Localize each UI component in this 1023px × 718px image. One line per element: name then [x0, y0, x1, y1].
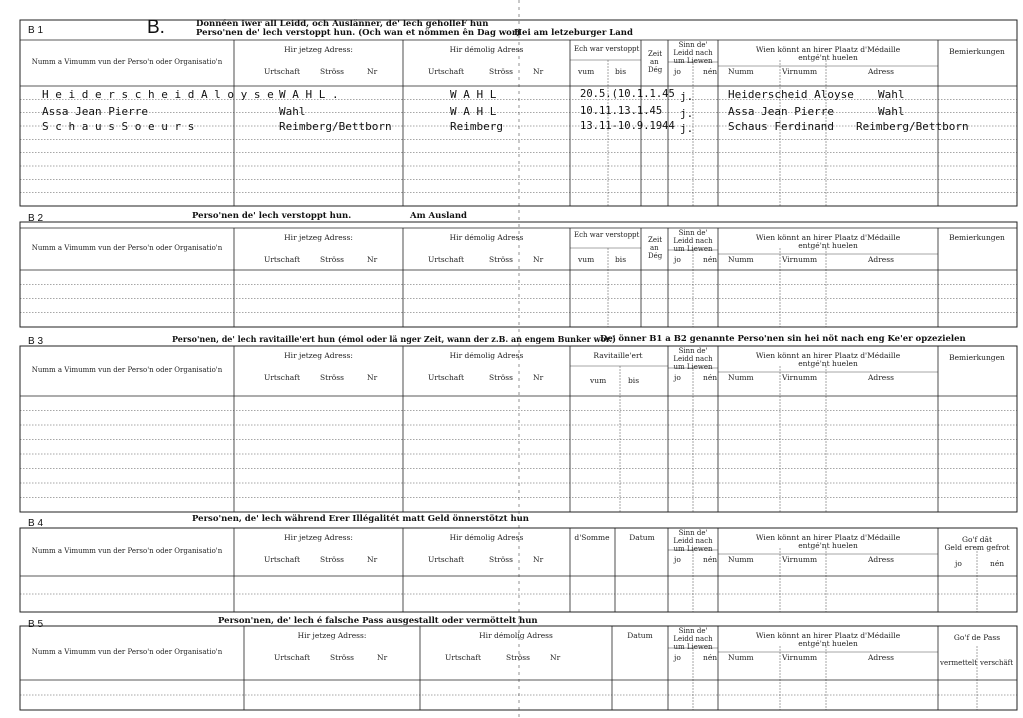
- harmed-header: Leidd nach: [673, 537, 713, 545]
- entry-medal-address: Wahl: [878, 105, 905, 118]
- medal-address-subheader: Adress: [868, 255, 894, 264]
- section-title-b3: Perso'nen, de' lech ravitaille'ert hun (émol oder lä nger Zeit, wann der z.B. an engem Bunker wor.): [172, 334, 616, 344]
- pass-header: Go'f de Pass: [953, 633, 1001, 642]
- harmed-header: um Liewen: [673, 545, 713, 553]
- medal-header: Wien könnt an hirer Plaatz d'Médaille: [755, 631, 901, 640]
- period-header: an: [650, 58, 659, 66]
- yes-subheader: jo: [674, 255, 681, 264]
- medal-name-subheader: Numm: [728, 555, 754, 564]
- medal-name-subheader: Numm: [728, 67, 754, 76]
- former-address-header: Hir démolig Adress: [449, 533, 524, 542]
- section-title-b1: Donnéen iwer all Leidd, och Auslänner, de' lech geholleF hun: [196, 19, 489, 29]
- current-address-header: Hir jetzeg Adress:: [284, 533, 353, 542]
- from-subheader: vum: [590, 376, 607, 385]
- entry-period: 13.11-10.9.1944: [580, 120, 675, 132]
- medal-firstname-subheader: Virnumm: [782, 255, 818, 264]
- entry-medal-name: Heiderscheid Aloyse: [728, 88, 854, 101]
- town-subheader: Urtschaft: [428, 555, 465, 564]
- town-subheader: Urtschaft: [445, 653, 482, 662]
- medal-header: Wien könnt an hirer Plaatz d'Médaille: [755, 233, 901, 242]
- no-subheader: nén: [703, 67, 718, 76]
- entry-alive: j.: [680, 122, 694, 135]
- town-subheader: Urtschaft: [264, 67, 301, 76]
- money-returned-header: Go'f dât: [961, 535, 992, 544]
- yes-subheader: jo: [674, 555, 681, 564]
- harmed-header: um Liewen: [673, 643, 713, 651]
- medal-address-subheader: Adress: [868, 555, 894, 564]
- harmed-header: Leidd nach: [673, 635, 713, 643]
- nr-subheader: Nr: [367, 67, 378, 76]
- town-subheader: Urtschaft: [428, 255, 465, 264]
- nr-subheader: Nr: [367, 373, 378, 382]
- town-subheader: Urtschaft: [264, 555, 301, 564]
- medal-firstname-subheader: Virnumm: [782, 67, 818, 76]
- street-subheader: Ströss: [320, 373, 344, 382]
- entry-town: W A H L .: [279, 88, 339, 101]
- entry-alive: j.: [680, 107, 694, 120]
- harmed-header: um Liewen: [673, 57, 713, 65]
- money-no-subheader: nén: [990, 559, 1005, 568]
- former-address-header: Hir démolig Adress: [449, 233, 524, 242]
- section-id-b4: B 4: [28, 518, 44, 529]
- medal-firstname-subheader: Virnumm: [782, 653, 818, 662]
- no-subheader: nén: [703, 373, 718, 382]
- medal-address-subheader: Adress: [868, 67, 894, 76]
- medal-firstname-subheader: Virnumm: [782, 373, 818, 382]
- medal-header: entgé'nt huelen: [798, 639, 858, 648]
- town-subheader: Urtschaft: [264, 373, 301, 382]
- medal-header: entgé'nt huelen: [798, 241, 858, 250]
- harmed-header: Leidd nach: [673, 237, 713, 245]
- date-header: Datum: [627, 631, 653, 640]
- current-address-header: Hir jetzeg Adress:: [297, 631, 367, 640]
- medal-name-subheader: Numm: [728, 255, 754, 264]
- no-subheader: nén: [703, 555, 718, 564]
- yes-subheader: jo: [674, 67, 681, 76]
- pass-issued-subheader: verschäft: [980, 659, 1014, 667]
- name-column-header: Numm a Vimumm vun der Perso'n oder Organisatio'n: [31, 366, 223, 374]
- remarks-header: Bemierkungen: [949, 47, 1005, 56]
- section-id-b3: B 3: [28, 336, 44, 347]
- current-address-header: Hir jetzeg Adress:: [284, 351, 353, 360]
- former-address-header: Hir démolig Adress: [479, 631, 553, 640]
- entry-medal-name: Schaus Ferdinand: [728, 120, 834, 133]
- money-returned-header: Geld erem gefrot: [944, 543, 1010, 552]
- period-header: Dég: [648, 66, 663, 74]
- entry-medal-address: Wahl: [878, 88, 905, 101]
- yes-subheader: jo: [674, 373, 681, 382]
- section-title-b2-extra: Am Ausland: [410, 211, 467, 221]
- to-subheader: bis: [615, 255, 627, 264]
- hidden-header: Ech war verstoppt: [574, 231, 640, 239]
- street-subheader: Ströss: [489, 373, 513, 382]
- pass-mediated-subheader: vermettelt: [940, 659, 978, 667]
- former-address-header: Hir démolig Adress: [449, 351, 524, 360]
- harmed-header: Sinn de': [678, 627, 708, 635]
- medal-header: Wien könnt an hirer Plaatz d'Médaille: [755, 351, 901, 360]
- entry-former-town: W A H L: [450, 88, 497, 101]
- section-id-b1: B 1: [28, 25, 44, 36]
- entry-period: 20.5.(10.1.1.45: [580, 88, 675, 100]
- medal-address-subheader: Adress: [868, 373, 894, 382]
- medal-name-subheader: Numm: [728, 653, 754, 662]
- section-title-b2: Perso'nen de' lech verstoppt hun.: [192, 211, 352, 221]
- entry-name: S c h a u s S o e u r s: [42, 120, 195, 133]
- money-yes-subheader: jo: [955, 559, 962, 568]
- street-subheader: Ströss: [320, 555, 344, 564]
- current-address-header: Hir jetzeg Adress:: [284, 45, 353, 54]
- section-title-b1-extra: Hei am letzeburger Land: [514, 28, 633, 38]
- medal-firstname-subheader: Virnumm: [782, 555, 818, 564]
- harmed-header: Sinn de': [678, 347, 708, 355]
- harmed-header: Sinn de': [678, 41, 708, 49]
- section-title-b3-extra: De' önner B1 a B2 genannte Perso'nen sin hei nöt nach eng Ke'er opzezielen: [600, 334, 966, 344]
- entry-town: Reimberg/Bettborn: [279, 120, 392, 133]
- from-subheader: vum: [578, 255, 595, 264]
- medal-header: entgé'nt huelen: [798, 53, 858, 62]
- name-column-header: Numm a Vimumm vun der Perso'n oder Organisatio'n: [31, 648, 223, 656]
- entry-name: Assa Jean Pierre: [42, 105, 148, 118]
- nr-subheader: Nr: [533, 67, 544, 76]
- town-subheader: Urtschaft: [428, 373, 465, 382]
- section-title-b5: Person'nen, de' lech é falsche Pass ausgestallt oder vermöttelt hun: [218, 616, 538, 626]
- nr-subheader: Nr: [533, 255, 544, 264]
- no-subheader: nén: [703, 255, 718, 264]
- entry-medal-address: Reimberg/Bettborn: [856, 120, 969, 133]
- street-subheader: Ströss: [320, 255, 344, 264]
- medal-header: entgé'nt huelen: [798, 359, 858, 368]
- former-address-header: Hir démolig Adress: [449, 45, 524, 54]
- period-header: Dég: [648, 252, 663, 260]
- period-header: Zeit: [648, 50, 663, 58]
- medal-header: entgé'nt huelen: [798, 541, 858, 550]
- name-column-header: Numm a Vimumm vun der Perso'n oder Organisatio'n: [31, 244, 223, 252]
- harmed-header: Sinn de': [678, 529, 708, 537]
- town-subheader: Urtschaft: [274, 653, 311, 662]
- current-address-header: Hir jetzeg Adress:: [284, 233, 353, 242]
- town-subheader: Urtschaft: [428, 67, 465, 76]
- street-subheader: Ströss: [489, 67, 513, 76]
- medal-name-subheader: Numm: [728, 373, 754, 382]
- entry-former-town: Reimberg: [450, 120, 503, 133]
- hidden-header: Ech war verstoppt: [574, 45, 640, 53]
- remarks-header: Bemierkungen: [949, 353, 1005, 362]
- harmed-header: um Liewen: [673, 363, 713, 371]
- nr-subheader: Nr: [377, 653, 388, 662]
- period-header: Zeit: [648, 236, 663, 244]
- nr-subheader: Nr: [533, 373, 544, 382]
- medal-header: Wien könnt an hirer Plaatz d'Médaille: [755, 45, 901, 54]
- street-subheader: Ströss: [506, 653, 530, 662]
- nr-subheader: Nr: [550, 653, 561, 662]
- section-id-b2: B 2: [28, 213, 44, 224]
- street-subheader: Ströss: [489, 555, 513, 564]
- nr-subheader: Nr: [367, 255, 378, 264]
- medal-address-subheader: Adress: [868, 653, 894, 662]
- entry-former-town: W A H L: [450, 105, 497, 118]
- entry-town: Wahl: [279, 105, 306, 118]
- harmed-header: Leidd nach: [673, 49, 713, 57]
- yes-subheader: jo: [674, 653, 681, 662]
- nr-subheader: Nr: [533, 555, 544, 564]
- street-subheader: Ströss: [489, 255, 513, 264]
- town-subheader: Urtschaft: [264, 255, 301, 264]
- to-subheader: bis: [628, 376, 640, 385]
- section-id-b5: B 5: [28, 619, 44, 630]
- to-subheader: bis: [615, 67, 627, 76]
- entry-period: 10.11.13.1.45: [580, 105, 663, 117]
- entry-name: H e i d e r s c h e i d A l o y s e: [42, 88, 274, 101]
- name-column-header: Numm a Vimumm vun der Perso'n oder Organisatio'n: [31, 547, 223, 555]
- medal-header: Wien könnt an hirer Plaatz d'Médaille: [755, 533, 901, 542]
- street-subheader: Ströss: [320, 67, 344, 76]
- sum-header: d'Somme: [574, 533, 610, 542]
- from-subheader: vum: [578, 67, 595, 76]
- form-letter: B.: [147, 17, 165, 38]
- entry-alive: j.: [680, 90, 694, 103]
- entry-medal-name: Assa Jean Pierre: [728, 105, 834, 118]
- date-header: Datum: [629, 533, 655, 542]
- street-subheader: Ströss: [330, 653, 354, 662]
- period-header: an: [650, 244, 659, 252]
- harmed-header: Sinn de': [678, 229, 708, 237]
- harmed-header: Leidd nach: [673, 355, 713, 363]
- name-column-header: Numm a Vimumm vun der Perso'n oder Organisatio'n: [31, 58, 223, 66]
- section-title-b1-line2: Perso'nen de' lech verstoppt hun. (Och wan et nömmen ên Dag wor): [196, 28, 521, 38]
- harmed-header: um Liewen: [673, 245, 713, 253]
- no-subheader: nén: [703, 653, 718, 662]
- section-title-b4: Perso'nen, de' lech während Erer Illégalitét matt Geld önnerstötzt hun: [192, 514, 529, 524]
- nr-subheader: Nr: [367, 555, 378, 564]
- supplied-header: Ravitaille'ert: [593, 351, 643, 360]
- remarks-header: Bemierkungen: [949, 233, 1005, 242]
